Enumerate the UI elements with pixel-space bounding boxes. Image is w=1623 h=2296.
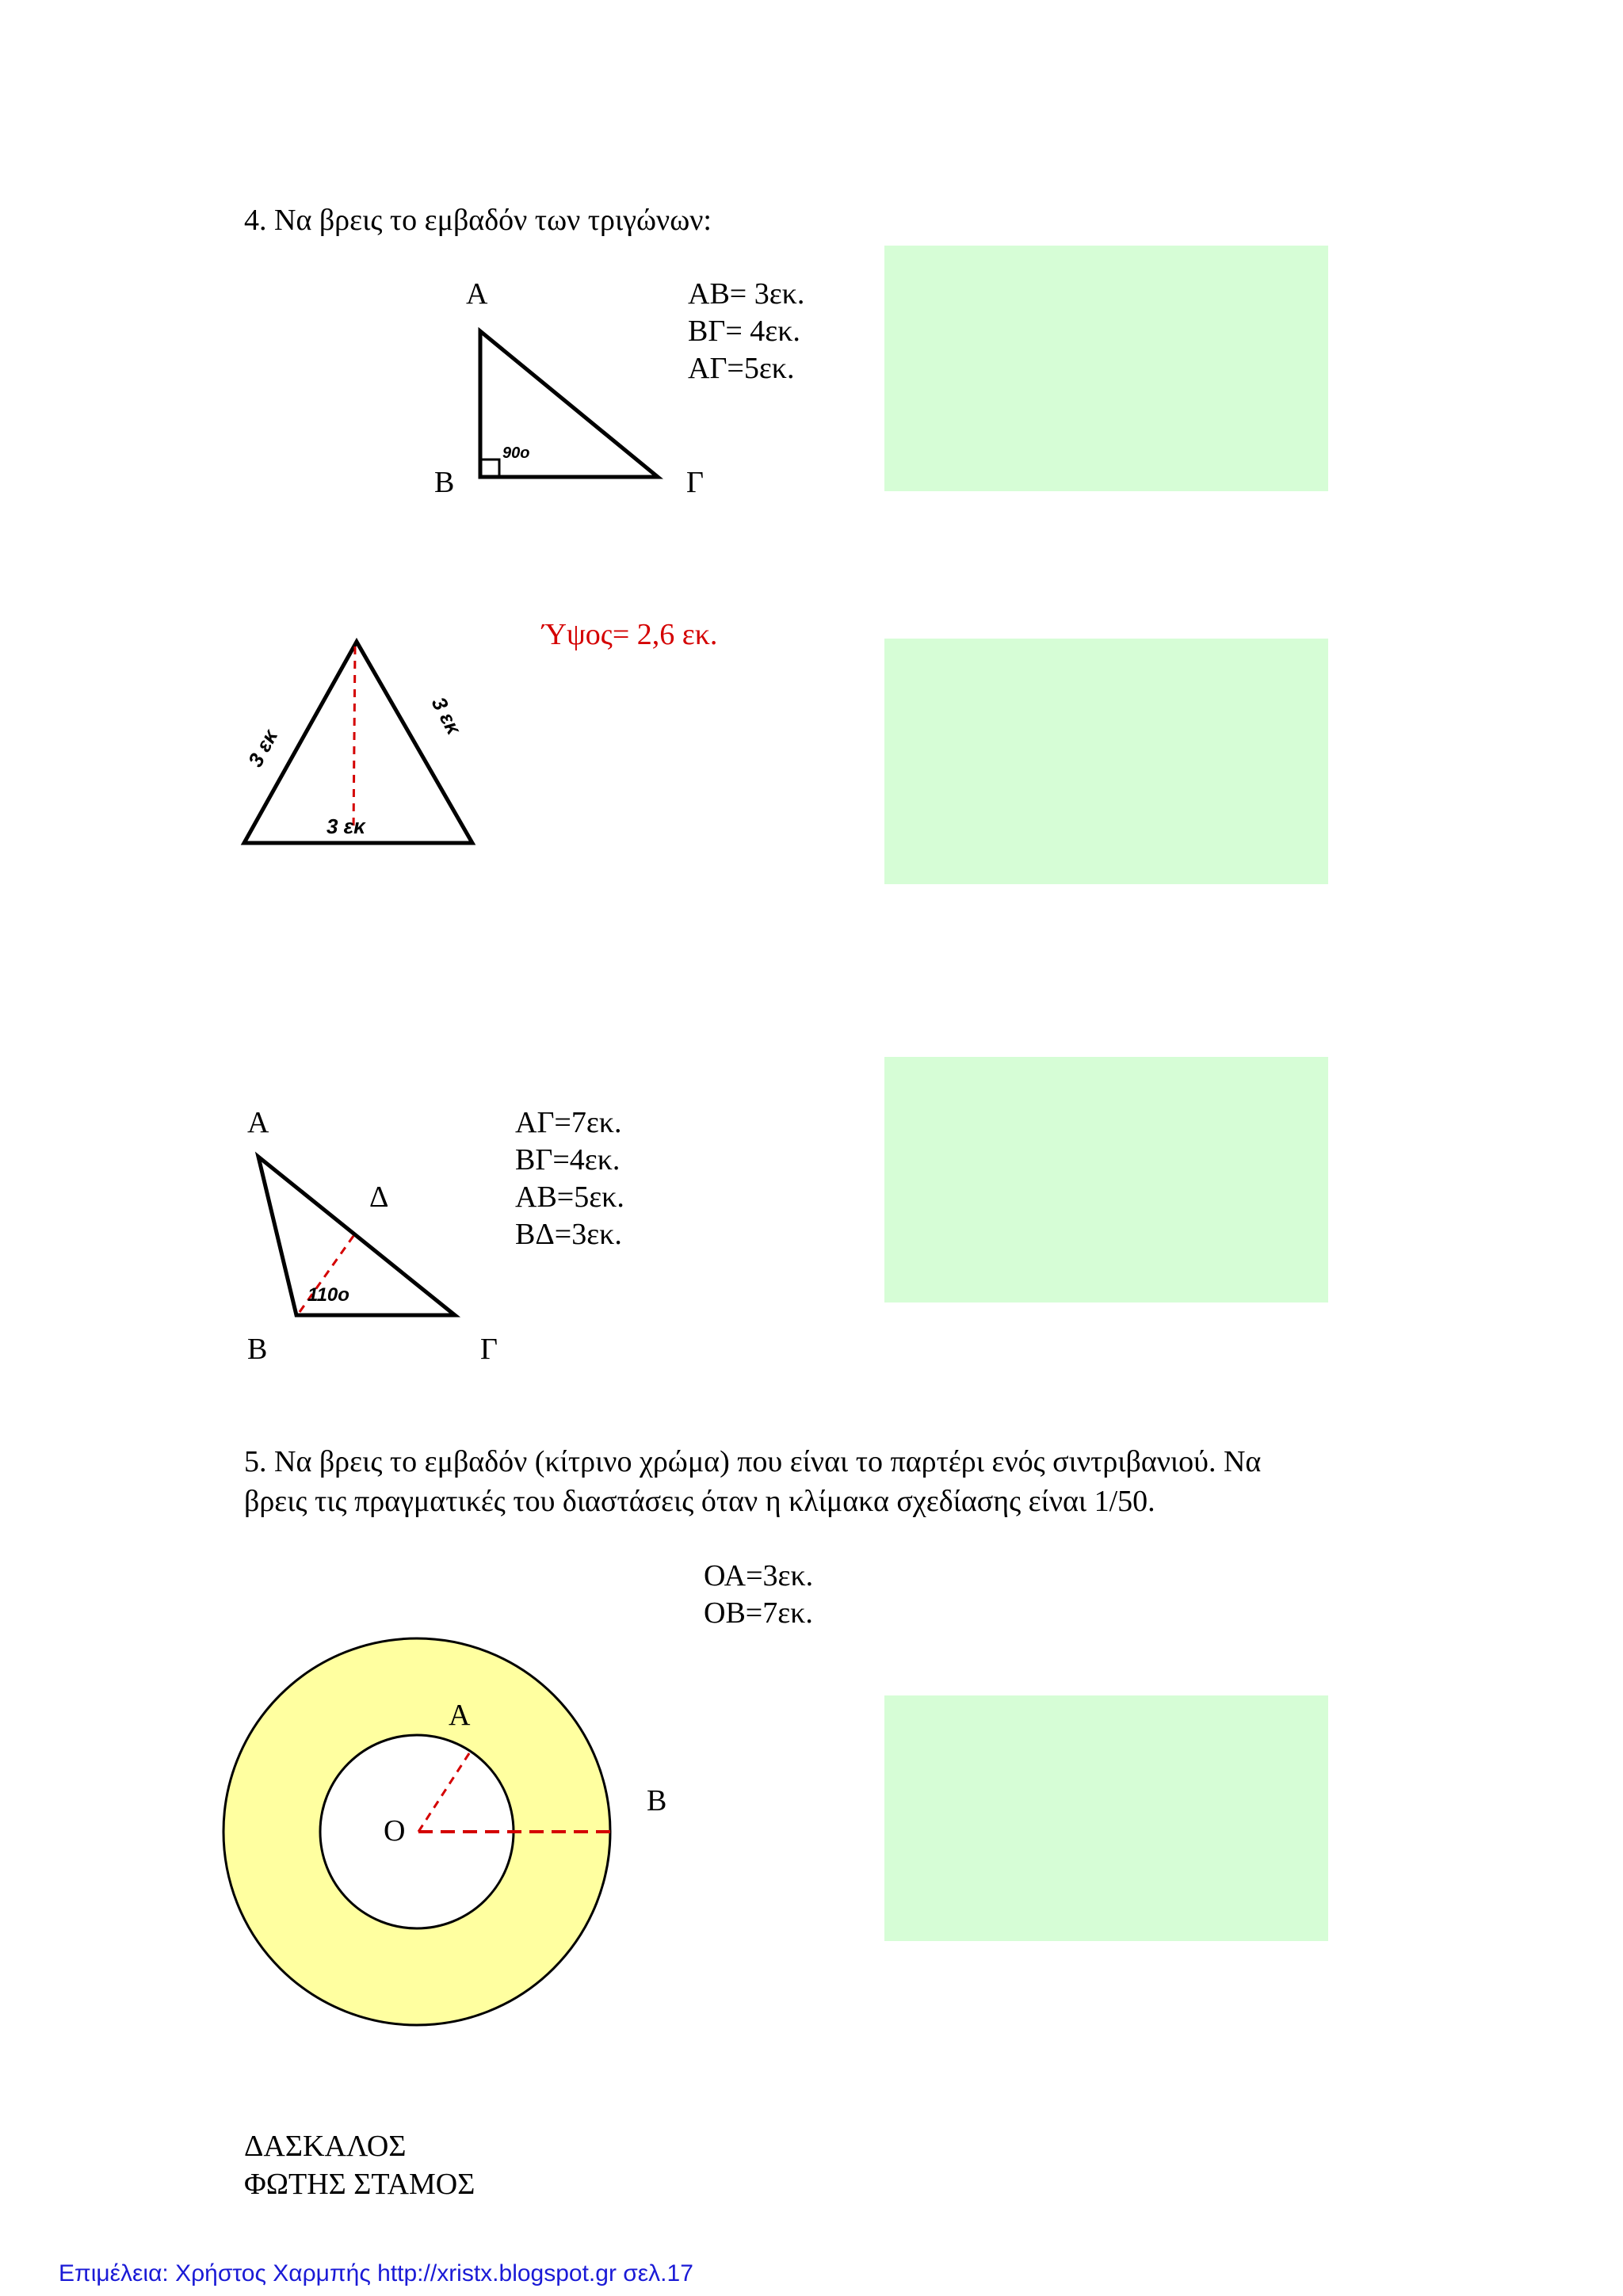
tri3-vertex-a: Α — [247, 1106, 269, 1139]
tri3-given-3: ΑΒ=5εκ. — [515, 1180, 624, 1214]
tri3-given-1: ΑΓ=7εκ. — [515, 1106, 622, 1139]
tri2-side-right: 3 εκ — [426, 692, 467, 738]
signature-line-1: ΔΑΣΚΑΛΟΣ — [244, 2130, 407, 2163]
obtuse-triangle-shape — [258, 1157, 455, 1315]
tri2-side-left: 3 εκ — [242, 725, 283, 771]
tri1-vertex-a: Α — [466, 277, 488, 311]
tri2-height-note: Ύψος= 2,6 εκ. — [542, 618, 718, 651]
tri1-vertex-b: Β — [434, 466, 455, 499]
height-dashed-line — [353, 646, 355, 832]
right-angle-marker — [480, 460, 499, 477]
label-b: Β — [647, 1784, 667, 1817]
question-4-title: 4. Να βρεις το εμβαδόν των τριγώνων: — [244, 204, 712, 237]
label-o: Ο — [384, 1814, 406, 1848]
q5-given-2: ΟΒ=7εκ. — [704, 1596, 813, 1630]
equilateral-triangle-figure — [238, 634, 475, 848]
answer-box-4[interactable] — [884, 1695, 1328, 1941]
answer-box-1[interactable] — [884, 246, 1328, 491]
tri3-vertex-b: Β — [247, 1333, 268, 1366]
question-5-line-2: βρεις τις πραγματικές του διαστάσεις όταν η κλίμακα σχεδίασης είναι 1/50. — [244, 1485, 1155, 1518]
answer-box-2[interactable] — [884, 639, 1328, 884]
footer-credit: Επιμέλεια: Χρήστος Χαρμπής http://xristx.blogspot.gr σελ.17 — [59, 2260, 693, 2286]
question-5-line-1: 5. Να βρεις το εμβαδόν (κίτρινο χρώμα) που είναι το παρτέρι ενός σιντριβανιού. Να — [244, 1445, 1262, 1478]
obtuse-triangle-figure — [252, 1154, 458, 1320]
tri3-given-4: ΒΔ=3εκ. — [515, 1218, 622, 1251]
inner-circle — [320, 1735, 514, 1928]
signature-line-2: ΦΩΤΗΣ ΣΤΑΜΟΣ — [244, 2168, 475, 2201]
q5-given-1: ΟΑ=3εκ. — [704, 1559, 814, 1592]
tri3-angle-label: 110ο — [307, 1284, 349, 1306]
fountain-ring-figure — [219, 1635, 615, 2031]
answer-box-3[interactable] — [884, 1057, 1328, 1302]
tri1-given-1: ΑΒ= 3εκ. — [688, 277, 805, 311]
tri3-given-2: ΒΓ=4εκ. — [515, 1143, 621, 1177]
tri3-vertex-d: Δ — [369, 1180, 389, 1214]
tri1-angle-label: 90ο — [502, 444, 530, 462]
label-a: Α — [449, 1699, 471, 1732]
tri1-given-2: ΒΓ= 4εκ. — [688, 315, 800, 348]
tri3-vertex-g: Γ — [480, 1333, 498, 1366]
tri2-side-base: 3 εκ — [327, 814, 365, 838]
tri1-vertex-g: Γ — [686, 466, 704, 499]
right-triangle-figure — [468, 317, 658, 475]
tri1-given-3: ΑΓ=5εκ. — [688, 352, 795, 385]
